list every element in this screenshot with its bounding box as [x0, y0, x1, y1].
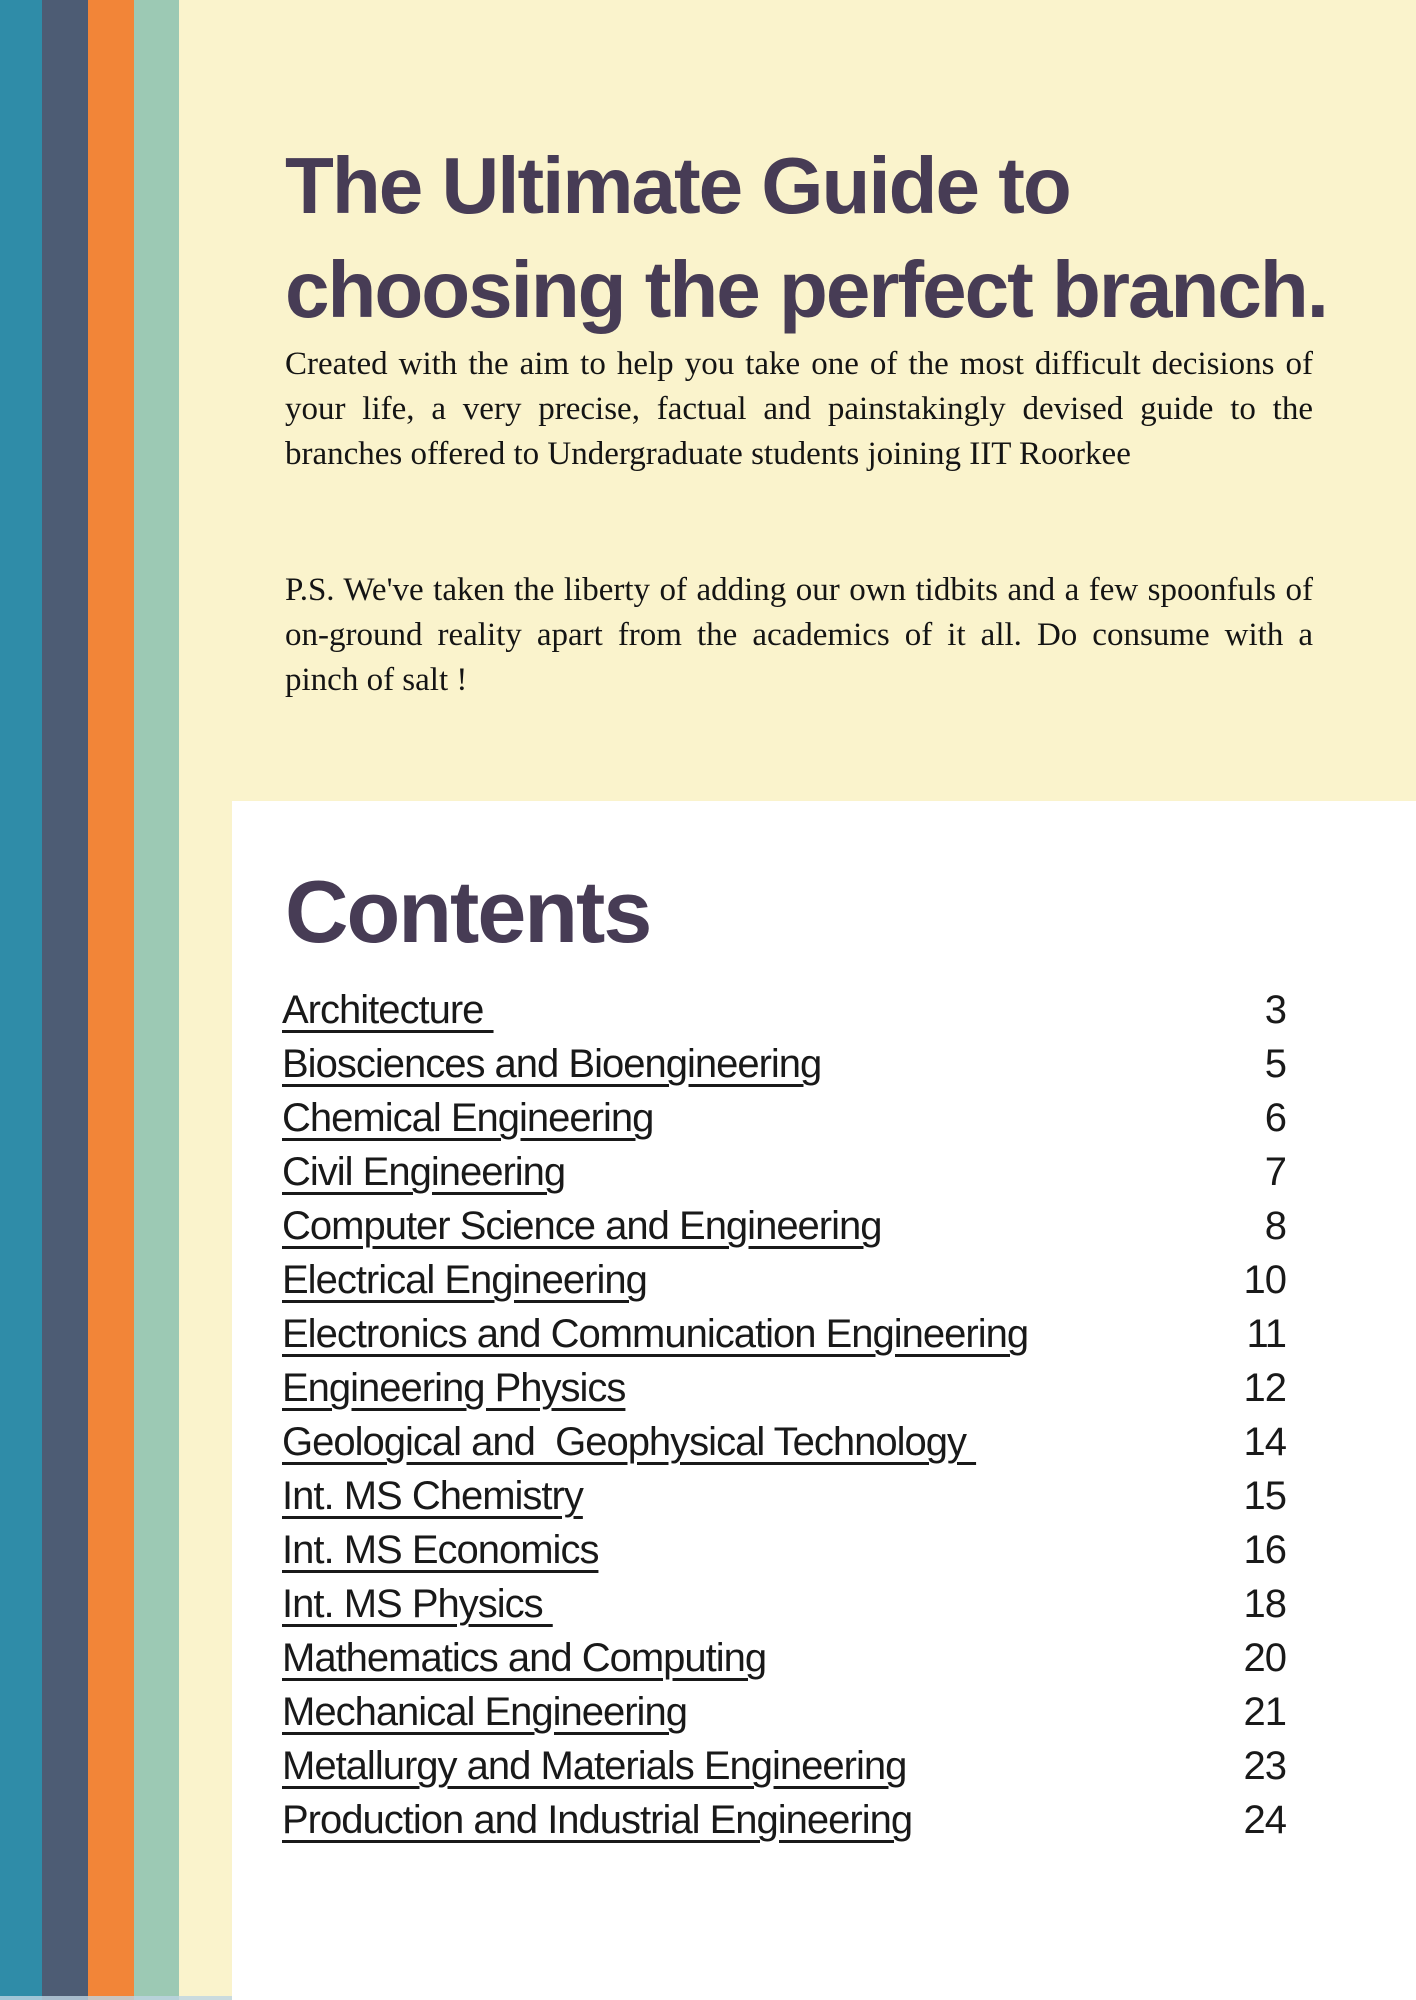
toc-link-architecture[interactable]: Architecture [282, 988, 494, 1032]
toc-link-electronics-communication[interactable]: Electronics and Communication Engineering [282, 1312, 1029, 1356]
toc-link-civil[interactable]: Civil Engineering [282, 1150, 566, 1194]
toc-page-number: 15 [1243, 1474, 1286, 1518]
stripe-sage [134, 0, 179, 2000]
page-bottom-edge [0, 1996, 232, 2000]
stripe-teal [0, 0, 42, 2000]
page-title [285, 134, 1370, 342]
stripe-orange [88, 0, 134, 2000]
intro-paragraph-1: Created with the aim to help you take one of the most difficult decisions of your life, a very precise, factual and painstakingly devised guide to the branches offered to Undergraduate students joining IIT Roorkee [285, 346, 1313, 472]
toc-row [282, 1312, 1286, 1366]
toc-page-number: 20 [1243, 1636, 1286, 1680]
toc-link-metallurgy-materials[interactable]: Metallurgy and Materials Engineering [282, 1744, 907, 1788]
toc-row [282, 1636, 1286, 1690]
toc-row [282, 988, 1286, 1042]
stripe-slate [42, 0, 88, 2000]
toc-row [282, 1690, 1286, 1744]
toc-link-biosciences[interactable]: Biosciences and Bioengineering [282, 1042, 822, 1086]
toc-page-number: 18 [1243, 1582, 1286, 1626]
toc-link-mathematics-computing[interactable]: Mathematics and Computing [282, 1636, 767, 1680]
intro-paragraph-2: P.S. We've taken the liberty of adding our own tidbits and a few spoonfuls of on-ground reality apart from the academics of it all. Do consume with a pinch of salt ! [285, 572, 1313, 698]
toc-page-number: 16 [1243, 1528, 1286, 1572]
toc-page-number: 8 [1264, 1204, 1286, 1248]
toc-row [282, 1582, 1286, 1636]
toc-link-int-ms-economics[interactable]: Int. MS Economics [282, 1528, 599, 1572]
toc-row [282, 1474, 1286, 1528]
toc-row [282, 1042, 1286, 1096]
toc-row [282, 1366, 1286, 1420]
toc-page-number: 3 [1264, 988, 1286, 1032]
toc-link-chemical[interactable]: Chemical Engineering [282, 1096, 654, 1140]
toc-page-number: 14 [1243, 1420, 1286, 1464]
toc-row [282, 1744, 1286, 1798]
toc-page-number: 5 [1264, 1042, 1286, 1086]
toc-link-geological-geophysical[interactable]: Geological and Geophysical Technology [282, 1420, 977, 1464]
page-title-line2: choosing the perfect branch. [285, 244, 1327, 334]
toc-link-mechanical[interactable]: Mechanical Engineering [282, 1690, 687, 1734]
contents-panel [232, 801, 1416, 2000]
toc-link-int-ms-physics[interactable]: Int. MS Physics [282, 1582, 553, 1626]
toc-page-number: 11 [1246, 1312, 1286, 1356]
toc-link-electrical[interactable]: Electrical Engineering [282, 1258, 647, 1302]
toc-row [282, 1798, 1286, 1852]
toc-page-number: 12 [1243, 1366, 1286, 1410]
toc-row [282, 1204, 1286, 1258]
toc-page-number: 10 [1243, 1258, 1286, 1302]
table-of-contents [282, 988, 1286, 1852]
contents-heading: Contents [285, 862, 651, 961]
toc-row [282, 1150, 1286, 1204]
toc-page-number: 21 [1243, 1690, 1286, 1734]
toc-link-int-ms-chemistry[interactable]: Int. MS Chemistry [282, 1474, 583, 1518]
toc-link-engineering-physics[interactable]: Engineering Physics [282, 1366, 626, 1410]
toc-row [282, 1528, 1286, 1582]
toc-row [282, 1258, 1286, 1312]
toc-page-number: 24 [1243, 1798, 1286, 1842]
toc-row [282, 1096, 1286, 1150]
toc-link-production-industrial[interactable]: Production and Industrial Engineering [282, 1798, 913, 1842]
toc-page-number: 7 [1264, 1150, 1286, 1194]
toc-link-computer-science[interactable]: Computer Science and Engineering [282, 1204, 882, 1248]
page-title-line1: The Ultimate Guide to [285, 140, 1070, 230]
toc-page-number: 23 [1243, 1744, 1286, 1788]
toc-row [282, 1420, 1286, 1474]
toc-page-number: 6 [1264, 1096, 1286, 1140]
